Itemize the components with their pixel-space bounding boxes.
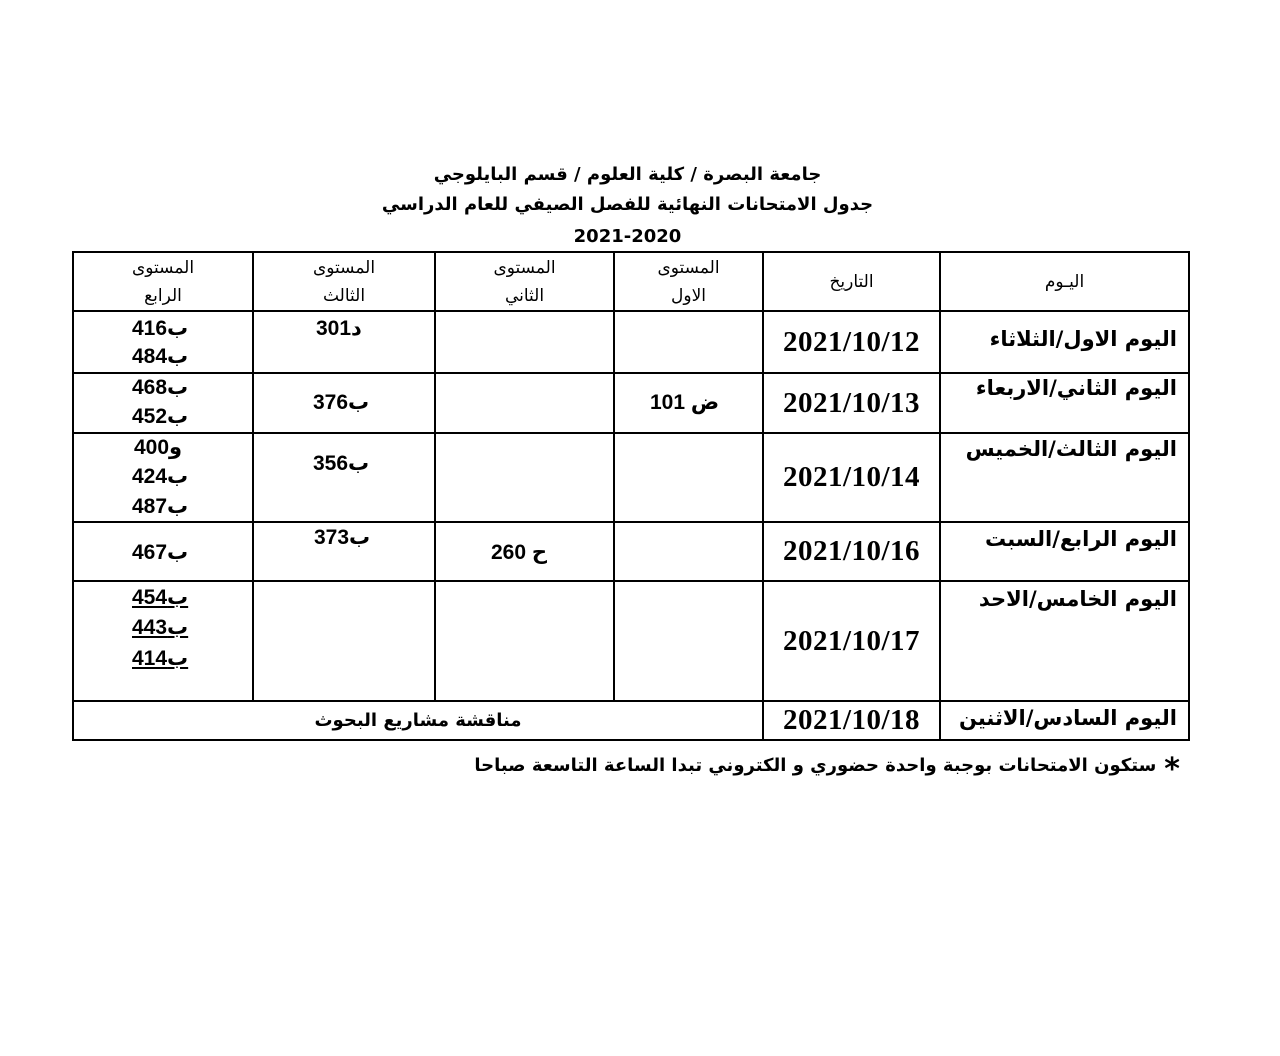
column-header-level1-line2: الاول: [671, 285, 706, 306]
row3-level3-code: ب356: [313, 452, 370, 475]
row3-date-value: 2021/10/14: [782, 461, 921, 493]
row2-date-value: 2021/10/13: [782, 386, 921, 419]
title-university: جامعة البصرة / كلية العلوم / قسم البايلوجي: [433, 164, 822, 185]
footnote: [0, 752, 1180, 787]
row3-level4-code1: و400: [134, 436, 183, 459]
row6-date: [764, 702, 939, 739]
row6-merged-note: [74, 702, 762, 739]
row1-level4-code2: ب484: [132, 345, 189, 368]
row3-date: [764, 434, 939, 521]
column-header-level3: [254, 253, 434, 310]
row2-level4-code2: ب452: [132, 405, 189, 428]
title-schedule: جدول الامتحانات النهائية للفصل الصيفي للعام الدراسي: [381, 194, 874, 215]
column-header-level1: [615, 253, 762, 310]
row6-merged-note-text: مناقشة مشاريع البحوث: [314, 710, 522, 731]
asterisk-icon: *: [1164, 752, 1180, 787]
footnote-text: ستكون الامتحانات بوجبة واحدة حضوري و الكتروني تبدا الساعة التاسعة صباحا: [474, 755, 1157, 776]
row4-day: اليوم الرابع/السبت: [984, 527, 1177, 551]
row2-level1-code: ض 101: [650, 391, 720, 414]
column-header-day-label: اليـوم: [1044, 271, 1085, 292]
column-header-level3-line2: الثالث: [322, 285, 366, 306]
column-header-level2-line2: الثاني: [504, 285, 545, 306]
row3-level4-code2: ب424: [132, 465, 189, 488]
column-header-level4-line1: المستوى: [131, 257, 195, 278]
row5-date-value: 2021/10/17: [782, 624, 921, 657]
title-academic-year: 2021-2020: [573, 226, 682, 247]
row5-day: اليوم الخامس/الاحد: [978, 587, 1177, 611]
row4-level3-code: ب373: [314, 526, 371, 549]
row4-level4-code1: ب467: [132, 541, 189, 564]
row3-level4-code3: ب487: [132, 495, 189, 518]
column-header-date-label: التاريخ: [829, 271, 874, 292]
column-header-level2-line1: المستوى: [493, 257, 556, 278]
row5-date: [764, 582, 939, 700]
column-header-level2: [436, 253, 613, 310]
row1-date-value: 2021/10/12: [782, 325, 921, 358]
row6-day: اليوم السادس/الاثنين: [958, 706, 1177, 730]
row5-level4-code1: ب454: [132, 586, 189, 609]
row5-level4-code3: ب414: [132, 647, 189, 670]
row2-level3-code: ب376: [313, 391, 370, 414]
row4-level2-code: ح 260: [491, 541, 548, 564]
row1-level4-code1: ب416: [132, 317, 189, 340]
row4-date-value: 2021/10/16: [782, 535, 921, 567]
row3-day: اليوم الثالث/الخميس: [965, 437, 1177, 461]
row6-date-value: 2021/10/18: [782, 704, 921, 736]
row2-level4-code1: ب468: [132, 376, 189, 399]
column-header-day: [941, 253, 1188, 310]
column-header-level3-line1: المستوى: [312, 257, 376, 278]
column-header-date: [764, 253, 939, 310]
row1-day: اليوم الاول/الثلاثاء: [989, 327, 1177, 351]
row1-date: [764, 312, 939, 372]
column-header-level1-line1: المستوى: [657, 257, 720, 278]
row4-date: [764, 523, 939, 580]
row2-date: [764, 374, 939, 432]
row2-day: اليوم الثاني/الاربعاء: [975, 376, 1177, 400]
row1-level3-code: د301: [316, 317, 362, 340]
row5-level4-code2: ب443: [132, 616, 189, 639]
column-header-level4-line2: الرابع: [144, 285, 182, 306]
column-header-level4: [74, 253, 252, 310]
